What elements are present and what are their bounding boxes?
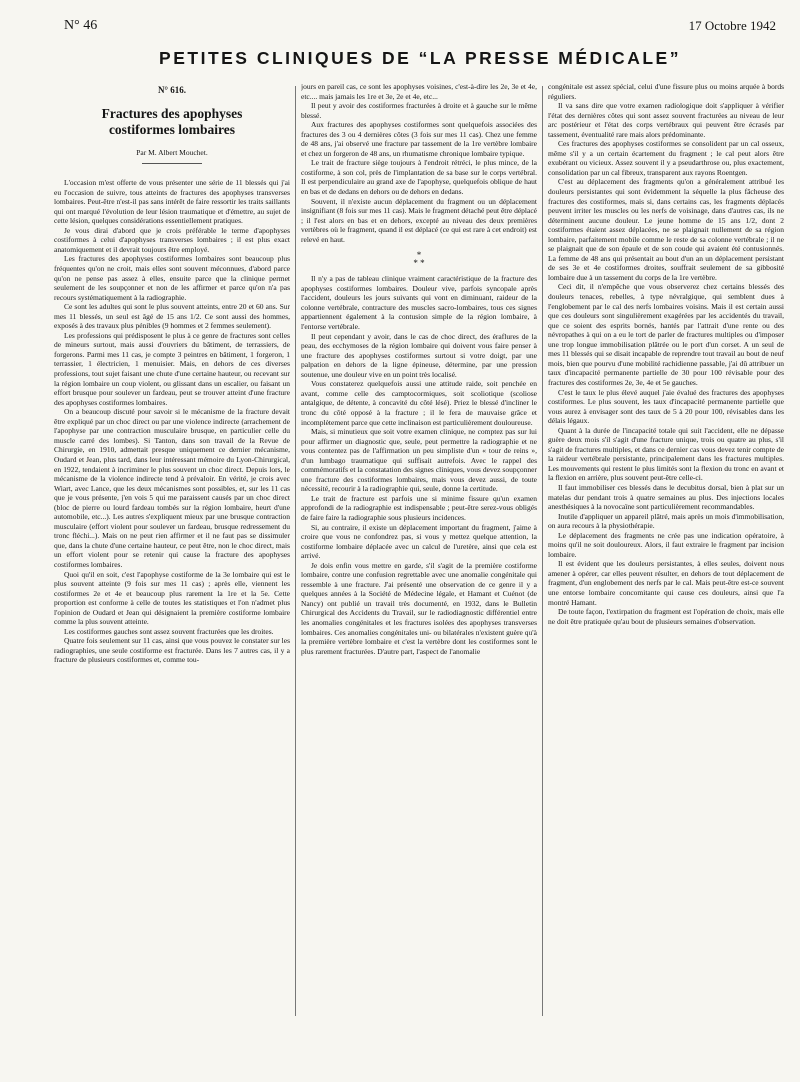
paragraph: C'est au déplacement des fragments qu'on a généralement attribué les douleurs persistantes qui sont évidemment la séquelle la plus fâcheuse des fractures des costiformes, mais si, dans certains cas, les fragments déplacés peuvent irriter les muscles ou les nerfs de voisinage, dans d'autres cas, ils ne déterminent aucune douleur. Le jeune homme de 15 ans 1/2, dont 2 costiformes étaient assez déplacées, ne se plaignait nullement de sa région lombaire, parfaitement mobile comme le reste de sa colonne vertébrale ; il ne se plaignait que de son épaule et de son coude qui avaient été contusionnés. La femme de 48 ans qui présentait au bout d'un an un déplacement persistant de ses 3e et 4e costiformes droites, souffrait seulement de sa gibbosité lombaire due à un tassement du corps de la 1re vertèbre.	[548, 177, 784, 282]
page-header	[64, 14, 776, 36]
paragraph: Quoi qu'il en soit, c'est l'apophyse costiforme de la 3e lombaire qui est le plus souvent atteinte (9 fois sur mes 11 cas) ; après elle, viennent les costiformes 2e et 4e et beaucoup plus rarement la 1re et la 5e. Cette proportion est conforme à celle de toutes les statistiques et l'on n'admet plus l'opinion de Oudard et Jean qui désignaient la première costiforme lombaire comme la plus souvent atteinte.	[54, 569, 290, 627]
paragraph: Aux fractures des apophyses costiformes sont quelquefois associées des fractures des 3 ou 4 dernières côtes (3 fois sur mes 11 cas). Chez une femme de 48 ans, j'ai observé une fracture par tassement de la 1re vertèbre lombaire et chez un forgeron de 48 ans, un rhumatisme chronique lombaire typique.	[301, 120, 537, 158]
paragraph: Ceci dit, il n'empêche que vous observerez chez certains blessés des douleurs tenaces, rebelles, à type névralgique, qui semblent dues à l'englobement par le cal des nerfs lombaires voisins. Mais il est certain aussi que ces douleurs sont singulièrement exagérées par les accidentés du travail, que ce soient des esprits bornés, hantés par l'attrait d'une rente ou des névropathes à qui on a eu le tort de parler de fractures multiples ou d'imposer une trop longue immobilisation plâtrée ou le port d'un corset. A un seul de mes 11 blessés qui se disait incapable de reprendre tout travail au bout de neuf mois, bien que pourvu d'une mobilité rachidienne passable, j'ai dû attribuer un taux d'incapacité permanente partielle de 30 pour 100 révisable pour des fractures des costiformes 2e, 3e, 4e et 5e gauches.	[548, 282, 784, 387]
paragraph: Ce sont les adultes qui sont le plus souvent atteints, entre 20 et 60 ans. Sur mes 11 blessés, un seul est âgé de 15 ans 1/2. Ce sont aussi des hommes, exposés à des travaux plus pénibles (9 hommes et 2 femmes seulement).	[54, 302, 290, 331]
article-title-line-2: costiformes lombaires	[108, 121, 236, 137]
column-3	[548, 82, 784, 1062]
paragraph: Quatre fois seulement sur 11 cas, ainsi que vous pouvez le constater sur les radiographies, une seule costiforme est fracturée. Dans les 7 autres cas, il y a fracture de plusieurs costiformes et, comme tou-	[54, 636, 290, 665]
paragraph: Les fractures des apophyses costiformes lombaires sont beaucoup plus fréquentes qu'on ne croit, mais elles sont souvent méconnues, d'abord parce qu'on ne pense pas assez à elles, ensuite parce que la clinique permet seulement de les soupçonner et non de les affirmer et parce qu'on n'a pas recours systématiquement à la radiographie.	[54, 254, 290, 302]
paragraph: Ces fractures des apophyses costiformes se consolident par un cal osseux, même s'il y a un certain écartement du fragment ; le cal peut alors être exubérant ou vicieux. Assez souvent il y a pseudarthrose ou, plus exactement, consolidation par un cal fibreux, transparent aux rayons Roentgen.	[548, 139, 784, 177]
column-divider	[542, 86, 543, 1016]
paragraph: Il faut immobiliser ces blessés dans le decubitus dorsal, bien à plat sur un matelas dur pendant trois à quatre semaines au plus. Des injections locales anesthésiques à la novocaïne sont particulièrement recommandables.	[548, 482, 784, 512]
paragraph: De toute façon, l'extirpation du fragment est l'opération de choix, mais elle ne doit être pratiquée qu'au bout de plusieurs semaines d'observation.	[548, 607, 784, 626]
paragraph: Vous constaterez quelquefois aussi une attitude raide, soit penchée en avant, comme celle des camptocormiques, soit scoliotique (scoliose antalgique, de détente, à concavité du côté lésé). Priez le blessé d'incliner le tronc du côté opposé à la fracture ; il le fera de mauvaise grâce et incomplètement parce que cette inclinaison est particulièrement douloureuse.	[301, 379, 537, 427]
paragraph: Il peut y avoir des costiformes fracturées à droite et à gauche sur le même blessé.	[301, 101, 537, 120]
issue-date: 17 Octobre 1942	[688, 18, 776, 33]
paragraph: Inutile d'appliquer un appareil plâtré, mais après un mois d'immobilisation, on aura recours à la physiothérapie.	[548, 511, 784, 531]
paragraph: Il va sans dire que votre examen radiologique doit s'appliquer à vérifier l'état des dernières côtes qui sont assez souvent fracturées au niveau de leur arc postérieur et l'état des corps vertébraux qui peuvent être écrasés par tassement, éventualité rare mais alors prédominante.	[548, 101, 784, 139]
article-author: Par M. Albert Mouchet.	[136, 147, 208, 157]
paragraph: L'occasion m'est offerte de vous présenter une série de 11 blessés qui j'ai eu l'occasion de suivre, tous atteints de fractures des apophyses transverses lombaires. Peut-être n'est-il pas sans intérêt de faire ressortir les traits saillants qui ont marqué l'évolution de leur lésion traumatique et d'émettre, au sujet de cette lésion, quelques considérations essentiellement pratiques.	[54, 178, 290, 226]
paragraph: Souvent, il n'existe aucun déplacement du fragment ou un déplacement insignifiant (8 fois sur mes 11 cas). Mais le fragment détaché peut être déplacé ; il l'est alors en bas et en dehors, excepté au niveau des deux premières vertèbres où le fragment, quand il est déplacé (ce qui est rare à cet endroit) est relevé en haut.	[301, 196, 537, 244]
paragraph: Quant à la durée de l'incapacité totale qui suit l'accident, elle ne dépasse guère deux mois s'il s'agit d'une fracture unique, trois ou quatre au plus, s'il s'agit de fractures multiples, et dans ce dernier cas vous devez tenir compte de la raideur vertébrale persistante, principalement dans les fractures multiples. Les mouvements qui restent le plus limités sont la flexion du tronc en avant et la flexion en arrière, plus souvent peut-être celle-ci.	[548, 425, 784, 483]
paragraph: Mais, si minutieux que soit votre examen clinique, ne comptez pas sur lui pour affirmer un diagnostic que, seule, peut permettre la radiographie et ne vous contentez pas de l'affirmation un peu simpliste d'un « tour de reins », d'un lumbago traumatique qui suffisait autrefois. Avec le rappel des commémoratifs et la constatation des signes cliniques, vous devez soupçonner une fracture des costiformes lombaires, mais vous devez aussi, de toute nécessité, recourir à la radiographie qui, seule, donne la certitude.	[301, 427, 537, 494]
article-title-line-1: Fractures des apophyses	[101, 105, 243, 121]
column-2	[301, 82, 537, 1062]
issue-number: N° 46	[64, 18, 98, 33]
paragraph: Les professions qui prédisposent le plus à ce genre de fractures sont celles de mineurs surtout, mais aussi d'ouvriers du bâtiment, de terrassiers, de forgerons. Parmi mes 11 cas, je compte 3 peintres en bâtiment, 1 forgeron, 1 terrassier, 1 électricien, 1 menuisier. Mais, en dehors de ces diverses professions, tout sujet faisant une chute d'une certaine hauteur, ou recevant sur la région lombaire un coup violent, ou glissant dans un escalier, ou faisant un effort brusque pour soulever un fardeau, peut se trouver atteint d'une fracture des apophyses costiformes lombaires.	[54, 330, 290, 407]
paragraph: congénitale est assez spécial, celui d'une fissure plus ou moins arquée à bords réguliers.	[548, 82, 784, 101]
column-divider	[295, 86, 296, 1016]
paragraph: Les costiformes gauches sont assez souvent fracturées que les droites.	[64, 626, 274, 636]
article-number: N° 616.	[157, 85, 187, 95]
paragraph: Il est évident que les douleurs persistantes, à elles seules, doivent nous amener à opérer, car elles peuvent résulter, en dehors de tout déplacement de fragment, d'un englobement des nerfs par le cal. Mais peut-être est-ce souvent une entorse lombaire concomitante qui cause ces douleurs, ainsi que l'a montré Hamant.	[548, 559, 784, 607]
paragraph: Je vous dirai d'abord que je crois préférable le terme d'apophyses costiformes à celui d'apophyses transverses lombaires ; il est plus exact anatomiquement et il devrait toujours être employé.	[54, 225, 290, 254]
paragraph: Le trait de fracture est parfois une si minime fissure qu'un examen approfondi de la radiographie est indispensable ; peut-être serez-vous obligés de faire faire la radiographie sous plusieurs incidences.	[301, 493, 537, 522]
paragraph: Si, au contraire, il existe un déplacement important du fragment, j'aime à croire que vous ne confondrez pas, si vous y mettez quelque attention, la costiforme lombaire déplacée avec un calcul de l'uretère, ainsi que cela est arrivé.	[301, 522, 537, 561]
article-columns	[54, 82, 784, 1072]
masthead-title: PETITES CLINIQUES DE “LA PRESSE MÉDICALE”	[159, 48, 681, 68]
ornament-star: *	[420, 258, 425, 269]
section-ornament	[301, 251, 537, 267]
paragraph: Il peut cependant y avoir, dans le cas de choc direct, des éraflures de la peau, des ecchymoses de la région lombaire qui doivent vous faire penser à une fracture des apophyses costiformes surtout si votre doigt, par une palpation en dehors de la ligne épineuse, détermine, par une pression soutenue, une douleur vive en un point très localisé.	[301, 331, 537, 379]
paragraph: jours en pareil cas, ce sont les apophyses voisines, c'est-à-dire les 2e, 3e et 4e, etc.... mais jamais les 1re et 3e, 2e et 4e, etc...	[301, 82, 537, 101]
paragraph: Le déplacement des fragments ne crée pas une indication opératoire, à moins qu'il ne soit douloureux. Alors, il faut extraire le fragment par incision lombaire.	[548, 530, 784, 559]
paragraph: Il n'y a pas de tableau clinique vraiment caractéristique de la fracture des apophyses costiformes lombaires. Douleur vive, parfois syncopale après l'accident, douleurs les jours suivants qui vont en diminuant, raideur de la colonne vertébrale, contracture des muscles sacro-lombaires, tous ces signes appartiennent également à la contusion simple de la région lombaire, à l'entorse vertébrale.	[301, 274, 537, 332]
ornament-star: *	[416, 250, 422, 261]
article-title	[54, 106, 290, 138]
paragraph: On a beaucoup discuté pour savoir si le mécanisme de la fracture devait être expliqué par un choc direct ou par une violence indirecte (arrachement de l'apophyse par une contraction musculaire brusque, en particulier celle du muscle carré des lombes). Si Tanton, dans son travail de la Revue de Chirurgie, en 1910, admettait presque uniquement ce dernier mécanisme, Oudard et Jean, plus tard, dans leur intéressant mémoire du Lyon-Chirurgical, en 1922, tendaient à incriminer le plus souvent un choc direct. Depuis lors, le mécanisme de la violence indirecte tend à prévaloir. En vérité, je crois avec Wiart, avec Lance, que les deux mécanismes sont possibles, et, sur les 11 cas que je vous présente, j'en vois 5 qui me paraissent causés par un choc direct (bloc de pierre ou lourd fardeau tombés sur la région lombaire, heurt d'une automobile, etc...). Les autres s'expliquent mieux par une brusque contraction musculaire (effort violent pour soulever un fardeau, brusque redressement du tronc fléchi...). Mais on ne peut rien affirmer et il ne faut pas se dissimuler que, dans la chute d'une certaine hauteur, ce peut être, non le choc direct, mais un effort violent pour se retenir qui cause la fracture des apophyses costiformes lombaires.	[54, 407, 290, 569]
column-1	[54, 82, 290, 1062]
paragraph: Je dois enfin vous mettre en garde, s'il s'agit de la première costiforme lombaire, contre une confusion regrettable avec une anomalie congénitale qui ressemble à une fracture. J'ai présenté une observation de ce genre il y a quelques années à la Société de Médecine légale, et Hamant et Cuénot (de Nancy) ont publié un travail très documenté, en 1932, dans le Bulletin Chirurgical des Accidents du Travail, sur le radiodiagnostic différentiel entre les anomalies congénitales et les fractures isolées des apophyses transverses lombaires. Ces anomalies congénitales uni- ou bilatérales n'existent guère qu'à la première vertèbre lombaire et c'est la vertèbre dont les costiformes sont le plus rarement fracturées. D'autre part, l'aspect de l'anomalie	[301, 560, 537, 656]
ornament-star: *	[413, 258, 418, 269]
paragraph: C'est le taux le plus élevé auquel j'aie évalué des fractures des apophyses costiformes. Le plus souvent, les taux d'incapacité permanente partielle que vous aurez à envisager sont des taux de 5 à 20 pour 100, révisables dans les délais légaux.	[548, 387, 784, 426]
paragraph: Le trait de fracture siège toujours à l'endroit rétréci, le plus mince, de la costiforme, à son col, près de l'implantation de sa base sur le corps vertébral. Il est perpendiculaire au grand axe de l'apophyse, quelquefois oblique de haut en bas et de dedans en dehors ou de dehors en dedans.	[301, 158, 537, 197]
title-rule	[142, 163, 202, 164]
